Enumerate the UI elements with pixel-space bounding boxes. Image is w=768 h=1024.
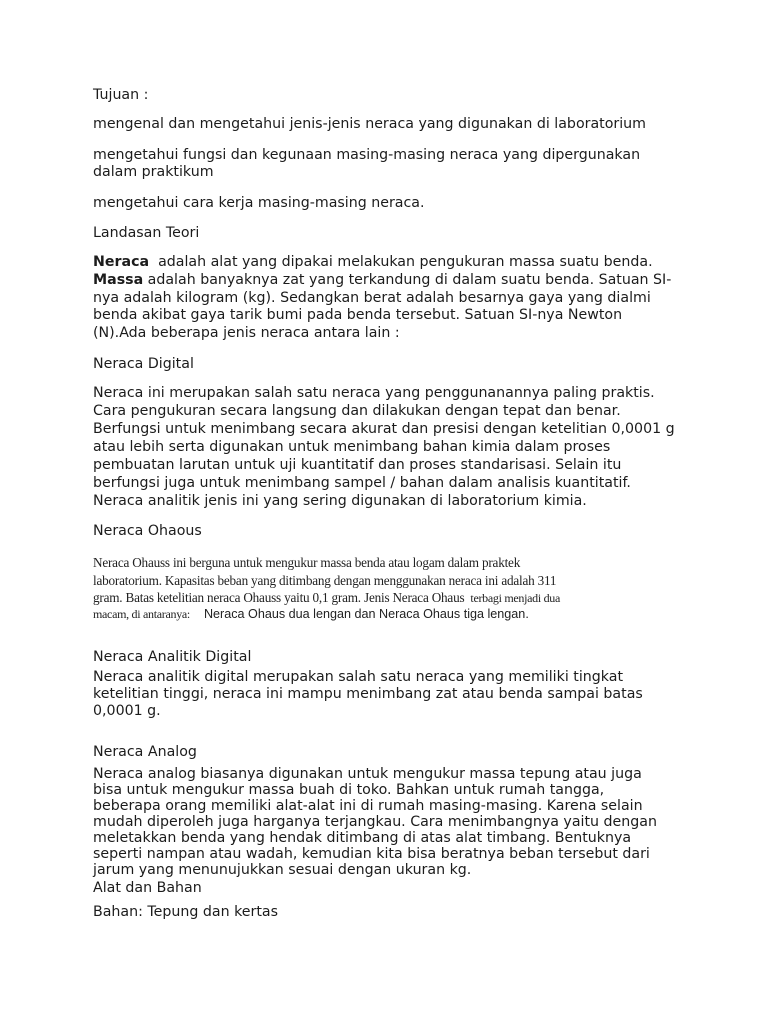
massa-term: Massa — [93, 272, 144, 288]
ohaous-line-4-text: macam, di antaranya: — [93, 607, 190, 621]
digital-line: atau lebih serta digunakan untuk menimbang bahan kimia dalam proses — [93, 439, 611, 455]
digital-line: Berfungsi untuk menimbang secara akurat dan presisi dengan ketelitian 0,0001 g — [93, 421, 675, 437]
bahan-line: Bahan: Tepung dan kertas — [93, 904, 279, 920]
landasan-line-1-text: adalah alat yang dipakai melakukan pengukuran massa suatu benda. — [149, 254, 653, 270]
tujuan-item-3: mengetahui cara kerja masing-masing neraca. — [93, 195, 425, 211]
alat-heading: Alat dan Bahan — [93, 880, 202, 896]
ohaous-line-3-tail: terbagi menjadi dua — [470, 591, 561, 605]
tujuan-item-1: mengenal dan mengetahui jenis-jenis neraca yang digunakan di laboratorium — [93, 116, 646, 132]
ohaous-line-4-tail: Neraca Ohaus dua lengan dan Neraca Ohaus tiga lengan. — [203, 607, 529, 621]
ohaous-line-3 — [93, 590, 560, 606]
landasan-line-3: nya adalah kilogram (kg). Sedangkan berat adalah besarnya gaya yang dialmi — [93, 290, 651, 306]
analitik-line: ketelitian tinggi, neraca ini mampu menimbang zat atau benda sampai batas — [93, 686, 643, 702]
ohaous-line-1: Neraca Ohauss ini berguna untuk mengukur massa benda atau logam dalam praktek — [93, 555, 521, 570]
analog-line: beberapa orang memiliki alat-alat ini di rumah masing-masing. Karena selain — [93, 798, 643, 814]
analitik-line: 0,0001 g. — [93, 703, 161, 719]
analog-line: Neraca analog biasanya digunakan untuk mengukur massa tepung atau juga — [93, 766, 642, 782]
landasan-line-4: benda akibat gaya tarik bumi pada benda tersebut. Satuan SI-nya Newton — [93, 307, 623, 323]
tujuan-item-2-line-1: mengetahui fungsi dan kegunaan masing-masing neraca yang dipergunakan — [93, 147, 641, 163]
ohaous-line-4 — [93, 606, 529, 623]
landasan-line-2-text: adalah banyaknya zat yang terkandung di dalam suatu benda. Satuan SI- — [143, 272, 672, 288]
tujuan-item-2-line-2: dalam praktikum — [93, 164, 214, 180]
digital-line: Neraca analitik jenis ini yang sering digunakan di laboratorium kimia. — [93, 493, 587, 509]
ohaous-line-2: laboratorium. Kapasitas beban yang ditimbang dengan menggunakan neraca ini adalah 311 — [93, 573, 557, 588]
neraca-term: Neraca — [93, 254, 150, 270]
ohaous-line-3-text: gram. Batas ketelitian neraca Ohauss yaitu 0,1 gram. Jenis Neraca Ohaus — [93, 590, 465, 605]
digital-line: berfungsi juga untuk menimbang sampel / bahan dalam analisis kuantitatif. — [93, 475, 631, 491]
analog-line: mudah diperoleh juga harganya terjangkau. Cara menimbangnya yaitu dengan — [93, 814, 657, 830]
tujuan-heading: Tujuan : — [93, 87, 149, 103]
landasan-line-5: (N).Ada beberapa jenis neraca antara lain : — [93, 325, 400, 341]
analog-line: bisa untuk mengukur massa buah di toko. Bahkan untuk rumah tangga, — [93, 782, 605, 798]
digital-heading: Neraca Digital — [93, 356, 194, 372]
analog-line: seperti nampan atau wadah, kemudian kita bisa beratnya beban tersebut dari — [93, 846, 650, 862]
analitik-line: Neraca analitik digital merupakan salah satu neraca yang memiliki tingkat — [93, 669, 624, 685]
ohaous-heading: Neraca Ohaous — [93, 523, 202, 539]
landasan-heading: Landasan Teori — [93, 225, 200, 241]
landasan-line-2 — [93, 272, 671, 289]
analog-line: meletakkan benda yang hendak ditimbang di atas alat timbang. Bentuknya — [93, 830, 632, 846]
digital-line: Neraca ini merupakan salah satu neraca yang penggunanannya paling praktis. — [93, 385, 655, 401]
digital-line: pembuatan larutan untuk uji kuantitatif dan proses standarisasi. Selain itu — [93, 457, 622, 473]
analog-line: jarum yang menunujukkan sesuai dengan ukuran kg. — [93, 862, 472, 878]
digital-line: Cara pengukuran secara langsung dan dilakukan dengan tepat dan benar. — [93, 403, 621, 419]
landasan-line-1 — [93, 254, 653, 271]
analog-heading: Neraca Analog — [93, 744, 197, 760]
analitik-heading: Neraca Analitik Digital — [93, 649, 252, 665]
